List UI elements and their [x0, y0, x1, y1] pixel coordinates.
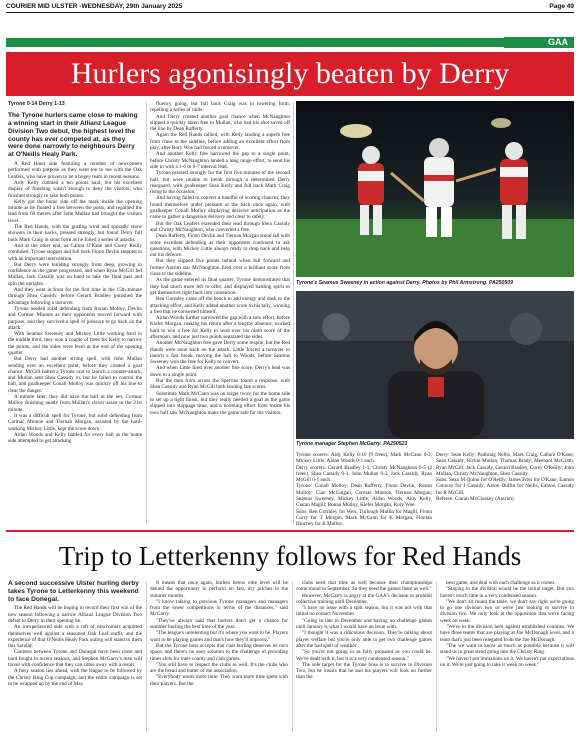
paragraph: Ben Gormley came off the bench to add energy and dash to the attacking effort, and Kelly added another score to his tally, winning a free that he converted himself.	[150, 296, 290, 315]
photo1-caption: Tyrone's Seamus Sweeney in action against Derry. Photos by Phil Armstrong. PA250509	[296, 280, 514, 286]
paragraph: "We haven't put limitations on it. We haven't put expectations on it. We're just going to take it week on week."	[440, 655, 574, 668]
paragraph: It was a difficult spell for Tyrone, but solid defending from Cormac Minnoe and Tiernan Morgan, assisted by the hard-working Mickey Little, kept the score down.	[8, 412, 142, 432]
paragraph: "I thought it was a ridiculous decision. They're talking about player welfare but you're only able to get two challenge games after the bad spell of weather.	[296, 630, 432, 649]
section-label: GAA	[504, 37, 574, 48]
paragraph: Dean Rafferty, Fionn Devlin and Tiernan Morgan stood tall with some excellent defending as their opponents continued to ask questions, with Mickey Little always ready to drop back and help out his defence.	[150, 233, 290, 259]
page-number: Page 49	[549, 3, 574, 10]
paragraph: fluency going, but full back Craig was in towering form, repelling a series of raids.	[150, 101, 290, 114]
section-band	[6, 38, 574, 47]
photo2-caption: Tyrone manager Stephen McGarry. PA250521	[296, 441, 408, 447]
column-divider	[292, 582, 293, 732]
paragraph: "We don't sit round the table, we don't say right we're going to go one division two or we're just looking to survive in division two. We only look at the opposition that we're facing week on week.	[440, 598, 574, 624]
manager-photo	[296, 291, 574, 439]
article1-lead: The Tyrone hurlers came close to making a winning start in their Allianz League Division Two debut, the highest level the county has ever competed at, as they were done narrowly to neighbours Derry at O'Neills Healy Park.	[8, 112, 138, 159]
masthead-publication-date: COURIER MID ULSTER -WEDNESDAY, 29th January 2025	[6, 3, 183, 10]
paragraph: "They've always said that hurlers don't get a chance for summer hurling the best time of the year.	[150, 617, 288, 631]
article2-column-3	[296, 580, 432, 735]
paragraph: "Staying in the division would be the initial target. But you haven't much time in a very condensed season.	[440, 586, 574, 599]
paragraph: And having failed to convert a handful of scoring chances, they found themselves under pressure at the back once again, with goalkeeper Conall Molloy displaying decisive anticipation as the came to gather a dangerous delivery and clear to safety.	[150, 195, 290, 221]
tyrone-subs: Subs: Ben Gormley for Weir, Turlough Mullin for Magill, Fionn Corry for T Morgan, Mark McCann for K Morgan, Fiontan Hinchey for R Molloy.	[296, 508, 432, 526]
column-divider	[293, 102, 294, 524]
paragraph: Another McNaughton free gave Derry some respite, but the Red Hands were soon back on the attack. Little forced a turnover to launch a fast break, moving the ball to Woods, before Seamus Sweeney won the free for Kelly to convert.	[150, 340, 290, 366]
article2-column-1	[8, 580, 142, 735]
teams-column-left	[296, 452, 432, 526]
column-divider	[436, 582, 437, 732]
paragraph: "Going in late in December and having no challenge games until January is what I would have an issue with.	[296, 617, 432, 631]
tyrone-team: Tyrone: Conall Molloy; Dean Rafferty, Fionn Devlin, Ronan Molloy; Cian McGuigan, Cormac Minnoe, Tiernan Morgan; Seamus Sweeney, Mickey Little; Aidan Woods, Aidy Kelly, Ciaran Magill; Ronan Molloy, Kiefer Morgan, Rory Woe.	[296, 483, 432, 509]
paragraph: A minute later, they did have the ball in the net, Cormac Molloy finishing neatly from Mullan's clever assist in the 21st minute.	[8, 394, 142, 413]
article2-headline: Trip to Letterkenny follows for Red Hands	[58, 541, 522, 571]
paragraph: clubs need that time as well because their championships come round in September. So they need the games there as well."	[296, 580, 432, 593]
article1-column-1	[8, 101, 142, 526]
paragraph: Tyrone pressed strongly for the first five minutes of the second half, but were unable to break through a determined Derry rearguard, with goalkeeper Sean Kelly and full back Mark Craig rising to the occasion.	[150, 170, 290, 196]
article2-column-2	[150, 580, 288, 735]
paragraph: Kelly got the home side off the mark inside the opening minute as he floated a free between the posts, and regained the lead from 60 metres after John Mullan had brought the visitors level.	[8, 198, 142, 224]
derry-team: Derry: Sean Kelly; Padhraig Nellis, Mark Craig, Callum O'Kane; Sean Cassidy, Richie Mullan, Thomas Brady; Meehaol McGrath, Ryan McGill; Jack Cassidy, Gerard Bradley, Corey O'Reilly; John Mullan, Christy McNaughton, Shea Cassidy.	[436, 452, 574, 477]
teams-column-right	[436, 452, 574, 526]
paragraph: The Red Hands will be hoping to record their first win of the new season following a narrow Allianz League Division Two defeat to Derry in their opening tie.	[8, 605, 142, 624]
masthead-rule	[6, 12, 574, 13]
paragraph: It means that once again, hurlers below elite level will be denied the opportunity to perform on fast, dry pitches in the summer months.	[150, 580, 288, 599]
article2-lead: A second successive Ulster hurling derby takes Tyrone to Letterkenny this weekend to face Donegal.	[8, 580, 139, 603]
referee: Referee: Ciaran McCloskey (Antrim).	[436, 496, 515, 503]
paragraph: "I know talking to previous Tyrone managers and managers from the lower competitions in terms of the distances," said McGarry.	[150, 598, 288, 618]
paragraph: And Derry created another goal chance when McNaughton slipped a quickly taken free to Mullan, who had his shot saved off the line by Dean Rafferty.	[150, 113, 290, 133]
paragraph: "So you're not going in as fully prepared as you could be. We've dealt with it, but it is a very condensed season."	[296, 649, 432, 662]
paragraph: Again the Red Hands rallied, with Kelly landing a superb free from close to the sideline, before adding an excellent effort from play, after Rory Woe had forced a turnover.	[150, 132, 290, 152]
article2-column-4	[440, 580, 574, 735]
paragraph: The sole target for the Tyrone boss is to survive in Division Two, but he insists that he and his players will look no further than the	[296, 661, 432, 681]
paragraph: Aidan Woods further narrowed the gap with a solo effort, before Kiefer Morgan, making his return after a lengthy absence, worked hard to win a free for Kelly to send over his ninth score of the afternoon, and now just two points separated the sides.	[150, 315, 290, 340]
paragraph: "The we want to know as much as possible because it will stand us in great stead going into the Christy Ring.	[440, 642, 574, 656]
article-divider	[6, 530, 574, 532]
column-divider	[146, 102, 147, 524]
derry-subs: Subs: Sean M Quinn for O'Reilly, James Friel for O'Kane, Eamon Conway for J Cassidy, Aaron Duffin for Nellis, Eamon Cassidy for R McGill.	[436, 477, 574, 496]
paragraph: With Seamus Sweeney and Mickey Little working hard in the middle third, they won a couple of frees for Kelly to narrow the points, and the sides were level at the end of the opening quarter.	[8, 331, 142, 356]
paragraph: But Derry were building strongly from deep, growing in confidence as the game progressed, and when Ryan McGill fed Mullan, Jack Cassidy was on hand to take the final pass and split the uprights.	[8, 261, 142, 287]
paragraph: "You still have to respect the clubs as well. It's the clubs who are the bread and butter of the association.	[150, 661, 288, 675]
paragraph: But they slipped five points behind when full forward and former Antrim star McNaughton fired over a brilliant score from close to the sideline.	[150, 258, 290, 278]
paragraph: And at the other end, as Calum O'Kane and Corey Reilly combined, Tyrone stopper and full back Fionn Devlin stepped in with an important intervention.	[8, 242, 142, 262]
paragraph: Substitute Mark McCann was on target twice for the home side to set up a tight finish, but they really needed a goal as the game slipped into stoppage time, and a booming effort from inside his own half saw McNaughton make the game safe for the visitors.	[150, 390, 290, 416]
paragraph: Aidan Woods and Kelly battled for every ball as the home side attempted to get attacking	[8, 431, 142, 445]
paragraph: The Red Hands, with the gusting wind and sporadic snow showers in their backs, pressed strongly, but found Derry full back Mark Craig in stout form as he foiled a series of attacks.	[8, 224, 142, 243]
paragraph: An inexperienced side with a raft of newcomers acquitted themselves well against a seasoned Oak Leaf outfit, and the experience of that O'Neills Healy Park outing will stand to them this Sunday.	[8, 624, 142, 650]
photo-hurling-action	[296, 101, 574, 277]
paragraph: Aidy Kelly claimed a ten points haul, but his excellent display of finishing wasn't enough to deny the visitors, who finished strongly to take both points.	[8, 179, 142, 199]
paragraph: However, McGarry is angry at the GAA's decision to prohibit collective training until December.	[296, 592, 432, 605]
article1-column-2	[150, 101, 290, 526]
paragraph: As the game entered its final quarter, Tyrone demonstrated that they had much more left to offer, and displayed battling spirit to get themselves right back into contention.	[150, 277, 290, 296]
article1-headline: Hurlers agonisingly beaten by Derry	[6, 52, 574, 96]
paragraph: And another Kelly free narrowed the gap to a single point, before Christy McNaughton landed a long range effort, to send his side in with a 1-6 to 0-7 interval lead.	[150, 151, 290, 170]
paragraph: next game, and deal with each challenge as it comes.	[446, 580, 556, 586]
paragraph: A busy season lies ahead, with the league to be followed by the Christy Ring Cup campaign, and the entire campaign is set to be wrapped up by the end of May.	[8, 668, 142, 687]
hurling-action-photo	[296, 101, 574, 277]
paragraph: But the Tyrone boss accepts that club hurling deserves its own space, and there's no easy solution to the challenge of providing times slots for inter-county and club games.	[150, 642, 288, 662]
article1-score-line: Tyrone 0-14 Derry 1-13	[8, 101, 65, 107]
paragraph: Contests between Tyrone and Donegal have been close and hard fought in recent seasons, and Stephen McGarry's men will travel with confidence that they can come away with a result.	[8, 649, 142, 669]
paragraph: But Derry had another strong spell, with John Mullan sending over an excellent point, before they created a goal chance. McGill halted a Tyrone raid to launch a counter-attack, and Mullan sent Shea Cassidy in, but he failed to control the ball, and goalkeeper Conall Molloy was quickly off his line to clear the danger.	[8, 356, 142, 394]
paragraph: Tyrone needed solid defending from Ronan Molloy, Devlin and Cormac Minnoe as their opponents moved forward with purpose, and they survived a spell of pressure to go back on the attack.	[8, 305, 142, 331]
paragraph: "I have no issue with a split season, but it was not with that initial no contact November.	[296, 605, 432, 618]
paragraph: A Red Hand side featuring a number of newcomers performed with purpose as they went toe to toe with the Oak Leafers, who have proven to be a bogey team in recent seasons.	[8, 161, 142, 180]
tyrone-scorers: Tyrone scorers: Aidy Kelly 0-10 (9 frees), Mark McCann 0-2, Mickey Little, Aidan Woods 0-1 each.	[296, 452, 432, 465]
photo-manager	[296, 291, 574, 439]
paragraph: "Everybody wants more time. They want more time spent with their players. But the	[150, 674, 288, 687]
paragraph: "We're in the division here against established counties. We have three teams that are playing at Joe McDonagh level, and a team that's just been relegated from the Joe McDonagh.	[440, 624, 574, 643]
masthead	[6, 2, 574, 12]
paragraph: But the Oak Leafers extended their lead through Shea Cassidy and Christy McNaughton, who converted a free.	[150, 220, 290, 233]
paragraph: But the men from across the Sperrins found a response, with Shea Cassidy and Ryan McGill both landing late scores.	[150, 378, 290, 391]
paragraph: "The league's unrelenting but it's where you want to be. Players want to be playing games and that's how they'll improve."	[150, 630, 288, 643]
paragraph: And when Little fired over another fine score, Derry's lead was down to a single point.	[150, 365, 290, 378]
column-divider	[146, 582, 147, 732]
paragraph: And they went in front for the first time in the 15th minute through Shea Cassidy, before Gerard Bradley punished the advantage following a turnover.	[8, 287, 142, 306]
derry-scorers: Derry scorers: Gerard Bradley 1-1, Christy McNaughton 0-5 (2 frees), Shea Cassidy 0-3, John Mullan 0-2, Jack Cassidy, Ryan McGill 0-1 each.	[296, 464, 432, 484]
